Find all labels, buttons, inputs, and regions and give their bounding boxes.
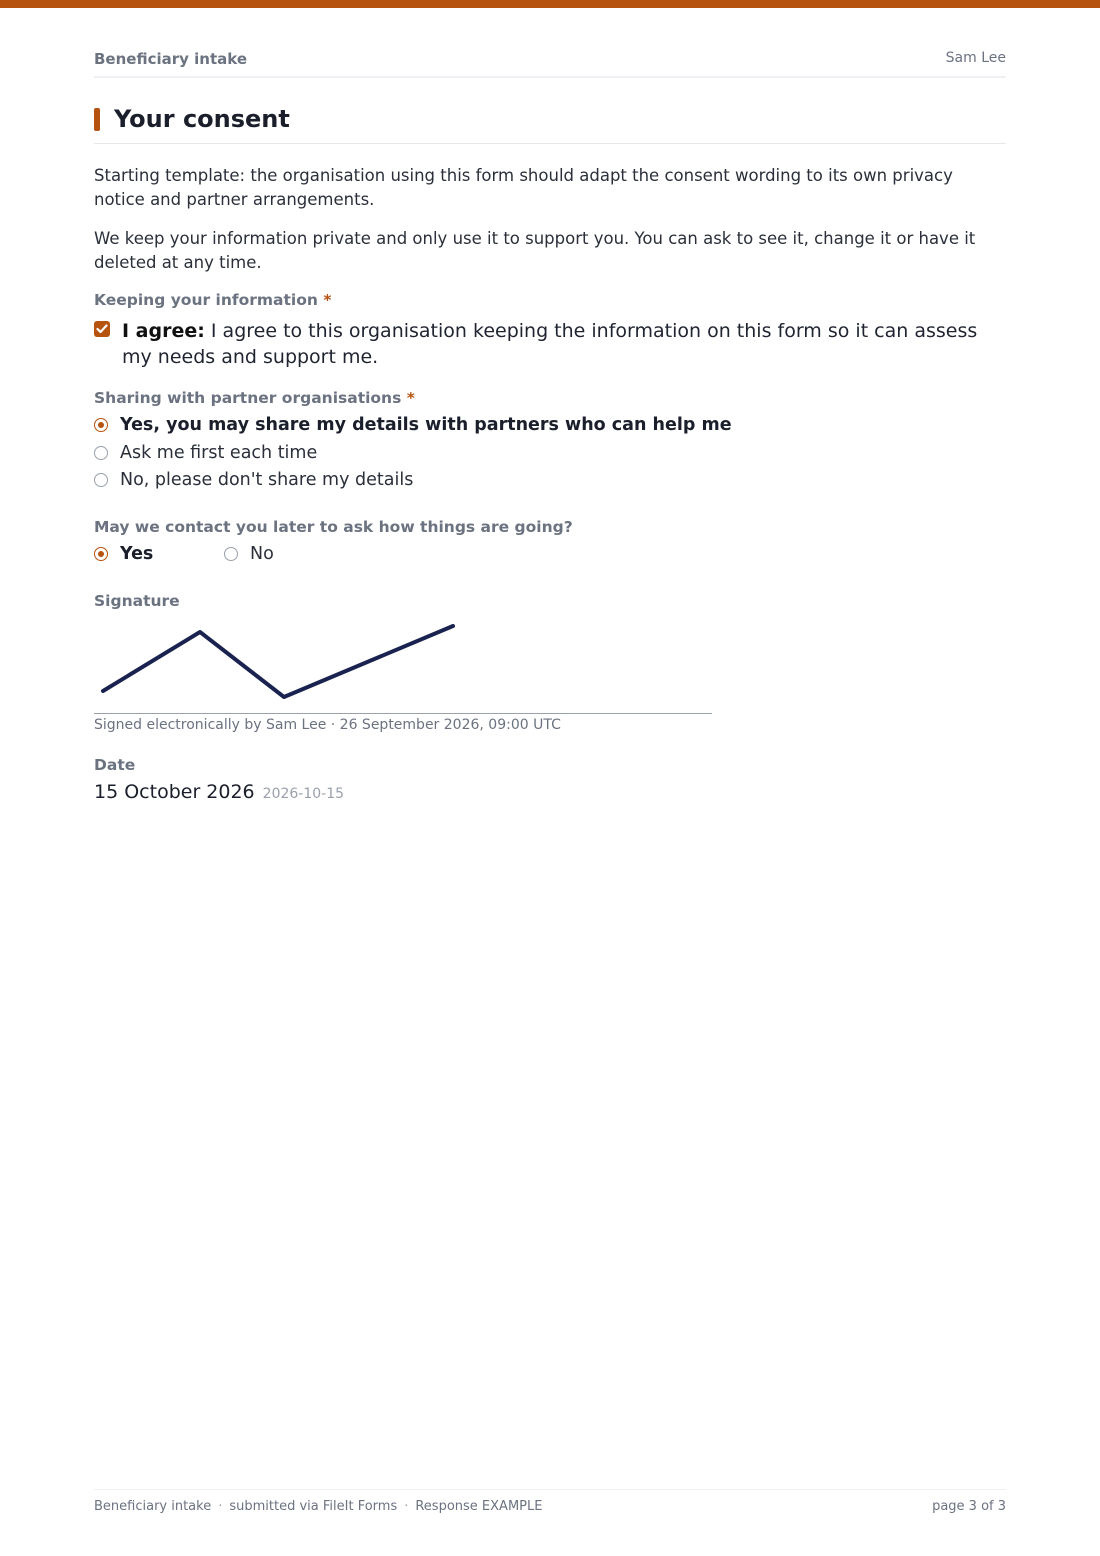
- radio-unselected-icon[interactable]: [224, 547, 238, 561]
- radio-label: No: [250, 544, 274, 564]
- required-marker: *: [406, 389, 415, 407]
- contact-question-label: May we contact you later to ask how things are going?: [94, 518, 573, 536]
- date-label: Date: [94, 756, 136, 774]
- sharing-label-text: Sharing with partner organisations: [94, 389, 402, 407]
- radio-label: Ask me first each time: [120, 443, 318, 463]
- footer-info: [94, 1499, 542, 1514]
- footer-form-name: Beneficiary intake: [94, 1499, 212, 1514]
- section-heading: [94, 104, 1006, 144]
- checkbox-label-text: I agree to this organisation keeping the information on this form so it can assess my needs and support me.: [122, 320, 978, 368]
- signature-label: Signature: [94, 592, 180, 610]
- keeping-question-label: [94, 291, 331, 309]
- radio-selected-icon[interactable]: [94, 547, 108, 561]
- privacy-paragraph: We keep your information private and only use it to support you. You can ask to see it, change it or have it deleted at any time.: [94, 229, 976, 272]
- signature-area: [94, 616, 712, 714]
- top-accent-bar: [0, 0, 1100, 8]
- checkbox-label: [122, 318, 1006, 370]
- template-note-paragraph: Starting template: the organisation using this form should adapt the consent wording to its own privacy notice and partner arrangements.: [94, 166, 953, 209]
- date-field: [94, 781, 344, 803]
- radio-selected-icon[interactable]: [94, 418, 108, 432]
- page-header: [94, 48, 1006, 78]
- page-footer: [94, 1489, 1006, 1522]
- radio-label: Yes: [120, 544, 154, 564]
- footer-response-id: Response EXAMPLE: [415, 1499, 543, 1514]
- checkbox-label-bold: I agree:: [122, 320, 205, 342]
- keeping-label-text: Keeping your information: [94, 291, 318, 309]
- section-title: Your consent: [114, 105, 290, 133]
- radio-label: No, please don't share my details: [120, 470, 414, 490]
- signature-drawing: [94, 616, 712, 713]
- date-value: 15 October 2026: [94, 781, 255, 803]
- page-number: page 3 of 3: [932, 1499, 1006, 1514]
- required-marker: *: [323, 291, 332, 309]
- footer-separator: ·: [218, 1499, 223, 1514]
- signature-caption: Signed electronically by Sam Lee · 26 September 2026, 09:00 UTC: [94, 717, 561, 733]
- checkbox-checked-icon[interactable]: [94, 321, 110, 337]
- radio-unselected-icon[interactable]: [94, 446, 108, 460]
- respondent-name: Sam Lee: [945, 50, 1006, 66]
- footer-separator: ·: [404, 1499, 409, 1514]
- sharing-question-label: [94, 389, 415, 407]
- radio-label: Yes, you may share my details with partners who can help me: [120, 415, 732, 435]
- section-accent-mark: [94, 108, 100, 131]
- date-iso: 2026-10-15: [262, 786, 345, 802]
- form-name: Beneficiary intake: [94, 50, 247, 68]
- footer-submitted-via: submitted via FileIt Forms: [229, 1499, 398, 1514]
- radio-unselected-icon[interactable]: [94, 473, 108, 487]
